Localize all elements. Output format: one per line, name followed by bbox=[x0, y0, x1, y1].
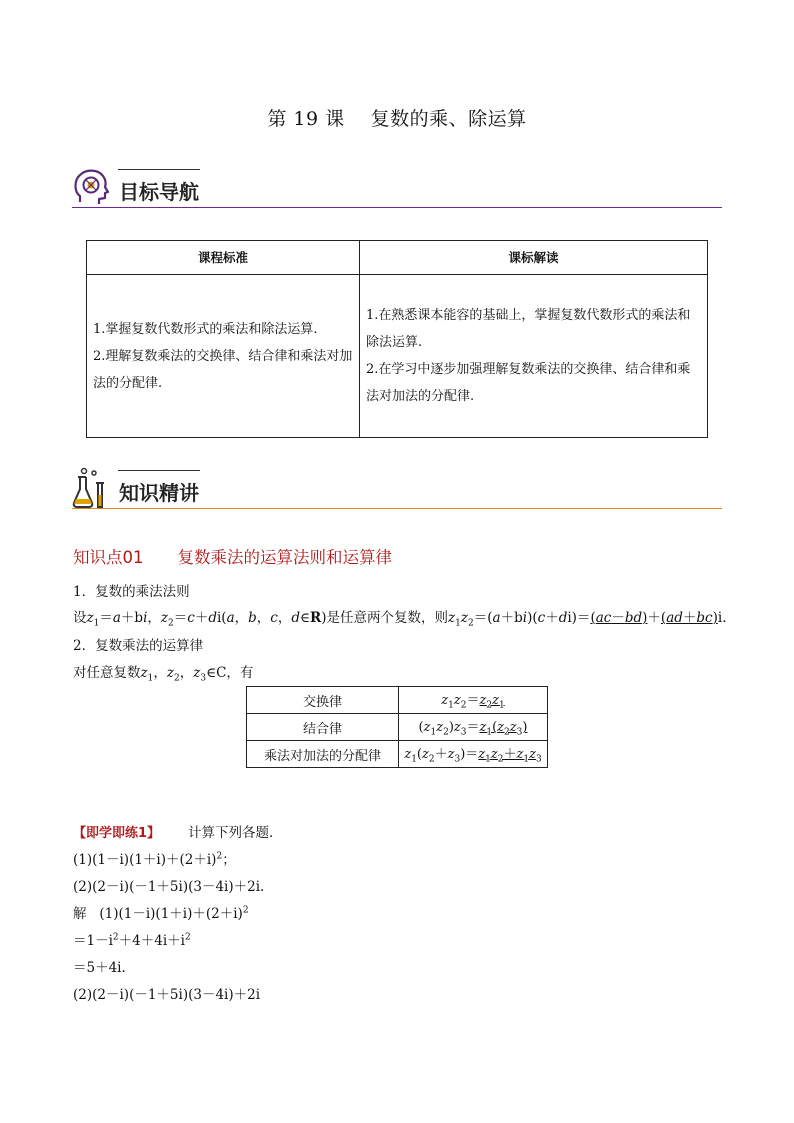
law-formula: $z_1(z_2+z_3)=z_1z_2+z_1z_3$ bbox=[399, 741, 548, 768]
knowledge-point-number: 知识点01 bbox=[73, 548, 144, 567]
standards-col2-header: 课标解读 bbox=[360, 241, 708, 275]
section-title-knowledge: 知识精讲 bbox=[119, 481, 199, 505]
exercise-problem-2: (2)(2－i)(－1＋5i)(3－4i)＋2i. bbox=[73, 879, 265, 895]
section-rule-knowledge bbox=[72, 508, 722, 509]
solution-line-2: $=1-i^2+4+4i+i^2$ bbox=[73, 932, 191, 949]
section-header-goals bbox=[72, 166, 722, 210]
law-name: 交换律 bbox=[247, 687, 399, 714]
exercise-tag: 【即学即练1】 bbox=[73, 826, 161, 841]
interpretation-item-2: 2.在学习中逐步加强理解复数乘法的交换律、结合律和乘法对加法的分配律. bbox=[366, 362, 691, 404]
brain-gear-icon bbox=[72, 166, 112, 208]
laws-table bbox=[246, 686, 548, 768]
solution-label: 解 bbox=[73, 906, 87, 922]
exercise-problem-1: $(1)(1-i)(1+i)+(2+i)^2$； bbox=[73, 851, 236, 868]
law-formula: $z_1z_2=z_2z_1$ bbox=[399, 687, 548, 714]
standard-item-2: 2.理解复数乘法的交换律、结合律和乘法对加法的分配律. bbox=[93, 348, 353, 391]
flask-icon bbox=[72, 467, 112, 509]
solution-line-1: 解 $(1)(1-i)(1+i)+(2+i)^2$ bbox=[73, 905, 249, 922]
standards-col1-cell bbox=[87, 275, 360, 438]
standard-item-1: 1.掌握复数代数形式的乘法和除法运算. bbox=[93, 321, 318, 337]
table-row bbox=[247, 687, 548, 714]
solution-line-3: ＝5＋4i. bbox=[73, 960, 126, 976]
heading-multiplication-rule: 1．复数的乘法法则 bbox=[73, 584, 190, 600]
lesson-number: 第 19 课 bbox=[267, 108, 345, 130]
lesson-topic: 复数的乘、除运算 bbox=[370, 108, 527, 130]
header-topline bbox=[118, 470, 200, 471]
for-any-complex: 对任意复数$z_1$，$z_2$，$z_3\in C$，有 bbox=[73, 665, 254, 684]
interpretation-item-1: 1.在熟悉课本能容的基础上，掌握复数代数形式的乘法和除法运算. bbox=[366, 308, 691, 350]
header-topline bbox=[118, 169, 200, 170]
table-row bbox=[247, 741, 548, 768]
standards-col1-header: 课程标准 bbox=[87, 241, 360, 275]
knowledge-point-title: 复数乘法的运算法则和运算律 bbox=[177, 548, 392, 567]
table-row bbox=[247, 714, 548, 741]
knowledge-point-heading bbox=[73, 544, 392, 568]
section-title-goals: 目标导航 bbox=[119, 180, 199, 204]
exercise-prompt: 计算下列各题． bbox=[188, 825, 283, 841]
standards-col2-cell bbox=[360, 275, 708, 438]
law-formula: $(z_1z_2)z_3=z_1(z_2z_3)$ bbox=[399, 714, 548, 741]
standards-table bbox=[86, 240, 708, 438]
page-title bbox=[0, 104, 794, 131]
law-name: 结合律 bbox=[247, 714, 399, 741]
law-name: 乘法对加法的分配律 bbox=[247, 741, 399, 768]
heading-multiplication-laws: 2．复数乘法的运算律 bbox=[73, 638, 204, 654]
solution-line-4: (2)(2－i)(－1＋5i)(3－4i)＋2i bbox=[73, 987, 261, 1003]
section-rule-goals bbox=[72, 207, 722, 208]
section-header-knowledge bbox=[72, 467, 722, 511]
multiplication-rule-formula: 设$z_1=a+bi$，$z_2=c+di(a$，b，c，d∈R)是任意两个复数，则$z_1z_2=(a+bi)(c+di)=(ac-bd)+(ad+bc)i$. bbox=[73, 610, 727, 629]
exercise-heading bbox=[73, 821, 283, 841]
